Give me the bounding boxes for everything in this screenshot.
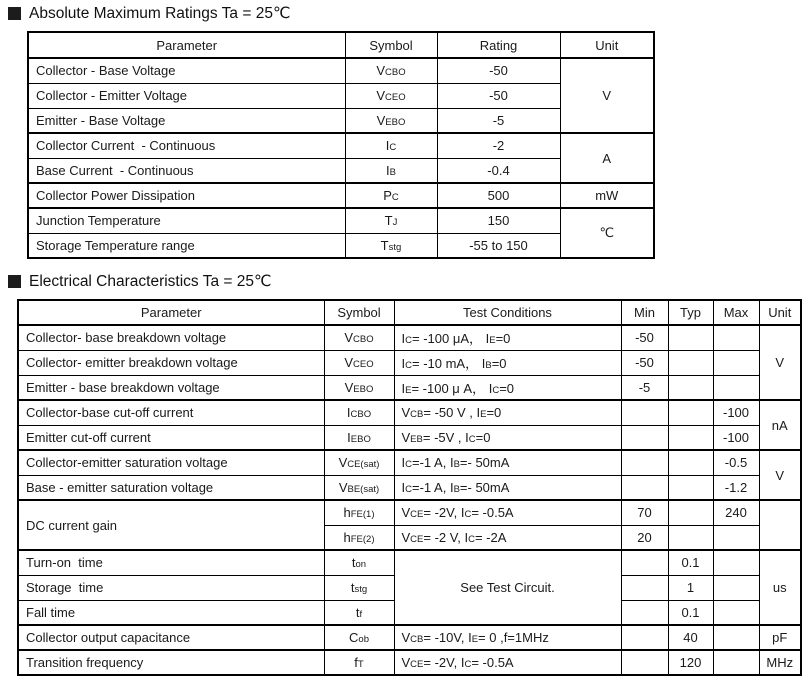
rating-cell: -55 to 150 (437, 233, 560, 258)
table-row (28, 208, 654, 233)
subscript-text: E (405, 384, 412, 396)
unit-cell: A (560, 133, 654, 183)
min-cell (621, 625, 668, 650)
unit-cell: V (560, 58, 654, 133)
subscript-text: FE(1) (350, 509, 375, 521)
table-row (18, 400, 801, 425)
subscript-text: C (391, 192, 399, 203)
unit-cell: MHz (759, 650, 801, 675)
unit-cell (759, 500, 801, 550)
unit-cell: V (759, 325, 801, 400)
param-cell: Collector - Base Voltage (28, 58, 345, 83)
rating-cell: 500 (437, 183, 560, 208)
param-cell: Emitter - Base Voltage (28, 108, 345, 133)
column-header: Parameter (18, 300, 324, 325)
subscript-text: C (464, 659, 472, 670)
min-cell (621, 450, 668, 475)
subscript-text: E (471, 634, 479, 645)
subscript-text: stg (388, 241, 402, 253)
typ-cell: 120 (668, 650, 713, 675)
min-cell: -50 (621, 350, 668, 375)
subscript-text: EBO (350, 433, 371, 445)
min-cell: 20 (621, 525, 668, 550)
subscript-text: EBO (385, 116, 406, 128)
unit-cell: nA (759, 400, 801, 450)
min-cell: -5 (621, 375, 668, 400)
typ-cell (668, 400, 713, 425)
subscript-text: CBO (353, 334, 374, 346)
unit-cell: us (759, 550, 801, 625)
max-cell (713, 325, 759, 350)
symbol-cell: Cob (324, 625, 394, 650)
param-cell: Emitter - base breakdown voltage (18, 375, 324, 400)
typ-cell (668, 325, 713, 350)
subscript-text: EBO (353, 383, 374, 395)
subscript-text: C (492, 384, 500, 396)
table-row (18, 325, 801, 350)
section-bullet-icon (8, 7, 21, 20)
typ-cell (668, 450, 713, 475)
param-cell: Collector- emitter breakdown voltage (18, 350, 324, 375)
subscript-text: CBO (350, 409, 372, 421)
subscript-text: C (389, 142, 397, 154)
symbol-cell: VEBO (345, 108, 437, 133)
subscript-text: stg (354, 584, 368, 595)
rating-cell: 150 (437, 208, 560, 233)
typ-cell: 40 (668, 625, 713, 650)
unit-cell: mW (560, 183, 654, 208)
typ-cell (668, 500, 713, 525)
max-cell: -0.5 (713, 450, 759, 475)
column-header: Symbol (345, 32, 437, 58)
subscript-text: T (357, 659, 364, 670)
symbol-cell: ICBO (324, 400, 394, 425)
column-header: Typ (668, 300, 713, 325)
param-cell: Storage Temperature range (28, 233, 345, 258)
param-cell: Collector-base cut-off current (18, 400, 324, 425)
table-row (18, 550, 801, 575)
max-cell (713, 600, 759, 625)
typ-cell: 1 (668, 575, 713, 600)
table-row (28, 58, 654, 83)
param-cell: Turn-on time (18, 550, 324, 575)
symbol-cell: hFE(2) (324, 525, 394, 550)
unit-cell: ℃ (560, 208, 654, 258)
subscript-text: CB (410, 634, 424, 645)
param-cell: Transition frequency (18, 650, 324, 675)
test-conditions-cell: VCB= -10V, IE= 0 ,f=1MHz (394, 625, 621, 650)
unit-cell: pF (759, 625, 801, 650)
min-cell (621, 650, 668, 675)
max-cell: 240 (713, 500, 759, 525)
test-conditions-cell: VCE= -2 V, IC= -2A (394, 525, 621, 550)
param-cell: Base - emitter saturation voltage (18, 475, 324, 500)
max-cell (713, 625, 759, 650)
max-cell (713, 550, 759, 575)
max-cell: -100 (713, 425, 759, 450)
symbol-cell: VCBO (324, 325, 394, 350)
min-cell: -50 (621, 325, 668, 350)
subscript-text: on (355, 559, 367, 571)
absolute-maximum-ratings-table (27, 31, 655, 259)
test-conditions-cell: IC=-1 A, IB=- 50mA (394, 475, 621, 500)
subscript-text: C (405, 360, 412, 371)
column-header: Max (713, 300, 759, 325)
subscript-text: B (389, 166, 396, 178)
symbol-cell: VEBO (324, 375, 394, 400)
param-cell: Base Current - Continuous (28, 158, 345, 183)
table-row (18, 425, 801, 450)
test-conditions-cell: IE= -100 μ A， IC=0 (394, 375, 621, 400)
max-cell (713, 650, 759, 675)
test-conditions-cell: VCE= -2V, IC= -0.5A (394, 650, 621, 675)
max-cell (713, 575, 759, 600)
symbol-cell: VCE(sat) (324, 450, 394, 475)
symbol-cell: tf (324, 600, 394, 625)
subscript-text: CEO (353, 359, 374, 370)
param-cell: Collector- base breakdown voltage (18, 325, 324, 350)
column-header: Test Conditions (394, 300, 621, 325)
symbol-cell: IB (345, 158, 437, 183)
electrical-characteristics-table (17, 299, 802, 676)
subscript-text: CB (410, 409, 424, 421)
typ-cell (668, 475, 713, 500)
column-header: Rating (437, 32, 560, 58)
min-cell (621, 600, 668, 625)
column-header: Min (621, 300, 668, 325)
table-row (18, 375, 801, 400)
param-cell: Fall time (18, 600, 324, 625)
subscript-text: ob (358, 634, 369, 645)
param-cell: Junction Temperature (28, 208, 345, 233)
symbol-cell: Tstg (345, 233, 437, 258)
param-cell: DC current gain (18, 500, 324, 550)
subscript-text: CE (410, 533, 424, 545)
subscript-text: B (453, 483, 460, 495)
column-header: Symbol (324, 300, 394, 325)
test-conditions-cell: IC= -10 mA， IB=0 (394, 350, 621, 375)
subscript-text: BE(sat) (347, 483, 380, 495)
table-row (28, 183, 654, 208)
amr-section-title (8, 5, 810, 22)
subscript-text: CEO (385, 92, 406, 103)
symbol-cell: VCEO (324, 350, 394, 375)
typ-cell: 0.1 (668, 550, 713, 575)
max-cell: -100 (713, 400, 759, 425)
ec-title-text: Electrical Characteristics Ta = 25℃ (29, 273, 272, 290)
table-row (18, 500, 801, 525)
param-cell: Emitter cut-off current (18, 425, 324, 450)
table-row (18, 350, 801, 375)
column-header: Unit (560, 32, 654, 58)
subscript-text: CE (410, 509, 424, 521)
rating-cell: -0.4 (437, 158, 560, 183)
max-cell: -1.2 (713, 475, 759, 500)
typ-cell: 0.1 (668, 600, 713, 625)
max-cell (713, 375, 759, 400)
test-conditions-cell: VCB= -50 V , IE=0 (394, 400, 621, 425)
subscript-text: C (468, 433, 476, 445)
min-cell (621, 550, 668, 575)
test-conditions-cell: VEB= -5V , IC=0 (394, 425, 621, 450)
subscript-text: B (485, 360, 492, 371)
symbol-cell: PC (345, 183, 437, 208)
subscript-text: C (468, 533, 475, 545)
param-cell: Collector output capacitance (18, 625, 324, 650)
test-conditions-cell: IC= -100 μA， IE=0 (394, 325, 621, 350)
symbol-cell: VBE(sat) (324, 475, 394, 500)
column-header: Parameter (28, 32, 345, 58)
rating-cell: -5 (437, 108, 560, 133)
section-bullet-icon (8, 275, 21, 288)
unit-cell: V (759, 450, 801, 500)
table-row (28, 133, 654, 158)
symbol-cell: IC (345, 133, 437, 158)
subscript-text: FE(2) (350, 533, 375, 545)
symbol-cell: TJ (345, 208, 437, 233)
subscript-text: f (359, 608, 363, 620)
param-cell: Collector-emitter saturation voltage (18, 450, 324, 475)
rating-cell: -50 (437, 58, 560, 83)
typ-cell (668, 375, 713, 400)
param-cell: Collector - Emitter Voltage (28, 83, 345, 108)
min-cell: 70 (621, 500, 668, 525)
param-cell: Collector Power Dissipation (28, 183, 345, 208)
table-row (18, 650, 801, 675)
param-cell: Storage time (18, 575, 324, 600)
test-conditions-cell: See Test Circuit. (394, 550, 621, 625)
subscript-text: CBO (385, 67, 406, 79)
subscript-text: EB (410, 433, 423, 445)
table-row (18, 625, 801, 650)
column-header: Unit (759, 300, 801, 325)
typ-cell (668, 425, 713, 450)
subscript-text: CE (410, 659, 424, 670)
symbol-cell: hFE(1) (324, 500, 394, 525)
subscript-text: C (405, 459, 412, 471)
table-row (18, 475, 801, 500)
min-cell (621, 400, 668, 425)
subscript-text: E (489, 335, 496, 347)
ec-section-title (8, 273, 810, 290)
subscript-text: CE(sat) (347, 459, 380, 471)
symbol-cell: ton (324, 550, 394, 575)
subscript-text: E (480, 409, 487, 421)
param-cell: Collector Current - Continuous (28, 133, 345, 158)
subscript-text: B (453, 459, 460, 471)
table-row (18, 450, 801, 475)
test-conditions-cell: VCE= -2V, IC= -0.5A (394, 500, 621, 525)
min-cell (621, 475, 668, 500)
amr-title-text: Absolute Maximum Ratings Ta = 25℃ (29, 5, 291, 22)
rating-cell: -2 (437, 133, 560, 158)
subscript-text: C (405, 483, 412, 495)
typ-cell (668, 525, 713, 550)
typ-cell (668, 350, 713, 375)
test-conditions-cell: IC=-1 A, IB=- 50mA (394, 450, 621, 475)
max-cell (713, 525, 759, 550)
max-cell (713, 350, 759, 375)
subscript-text: J (392, 217, 398, 229)
subscript-text: C (464, 509, 472, 521)
symbol-cell: tstg (324, 575, 394, 600)
symbol-cell: VCEO (345, 83, 437, 108)
min-cell (621, 575, 668, 600)
symbol-cell: IEBO (324, 425, 394, 450)
symbol-cell: VCBO (345, 58, 437, 83)
symbol-cell: fT (324, 650, 394, 675)
rating-cell: -50 (437, 83, 560, 108)
subscript-text: C (405, 335, 412, 347)
min-cell (621, 425, 668, 450)
